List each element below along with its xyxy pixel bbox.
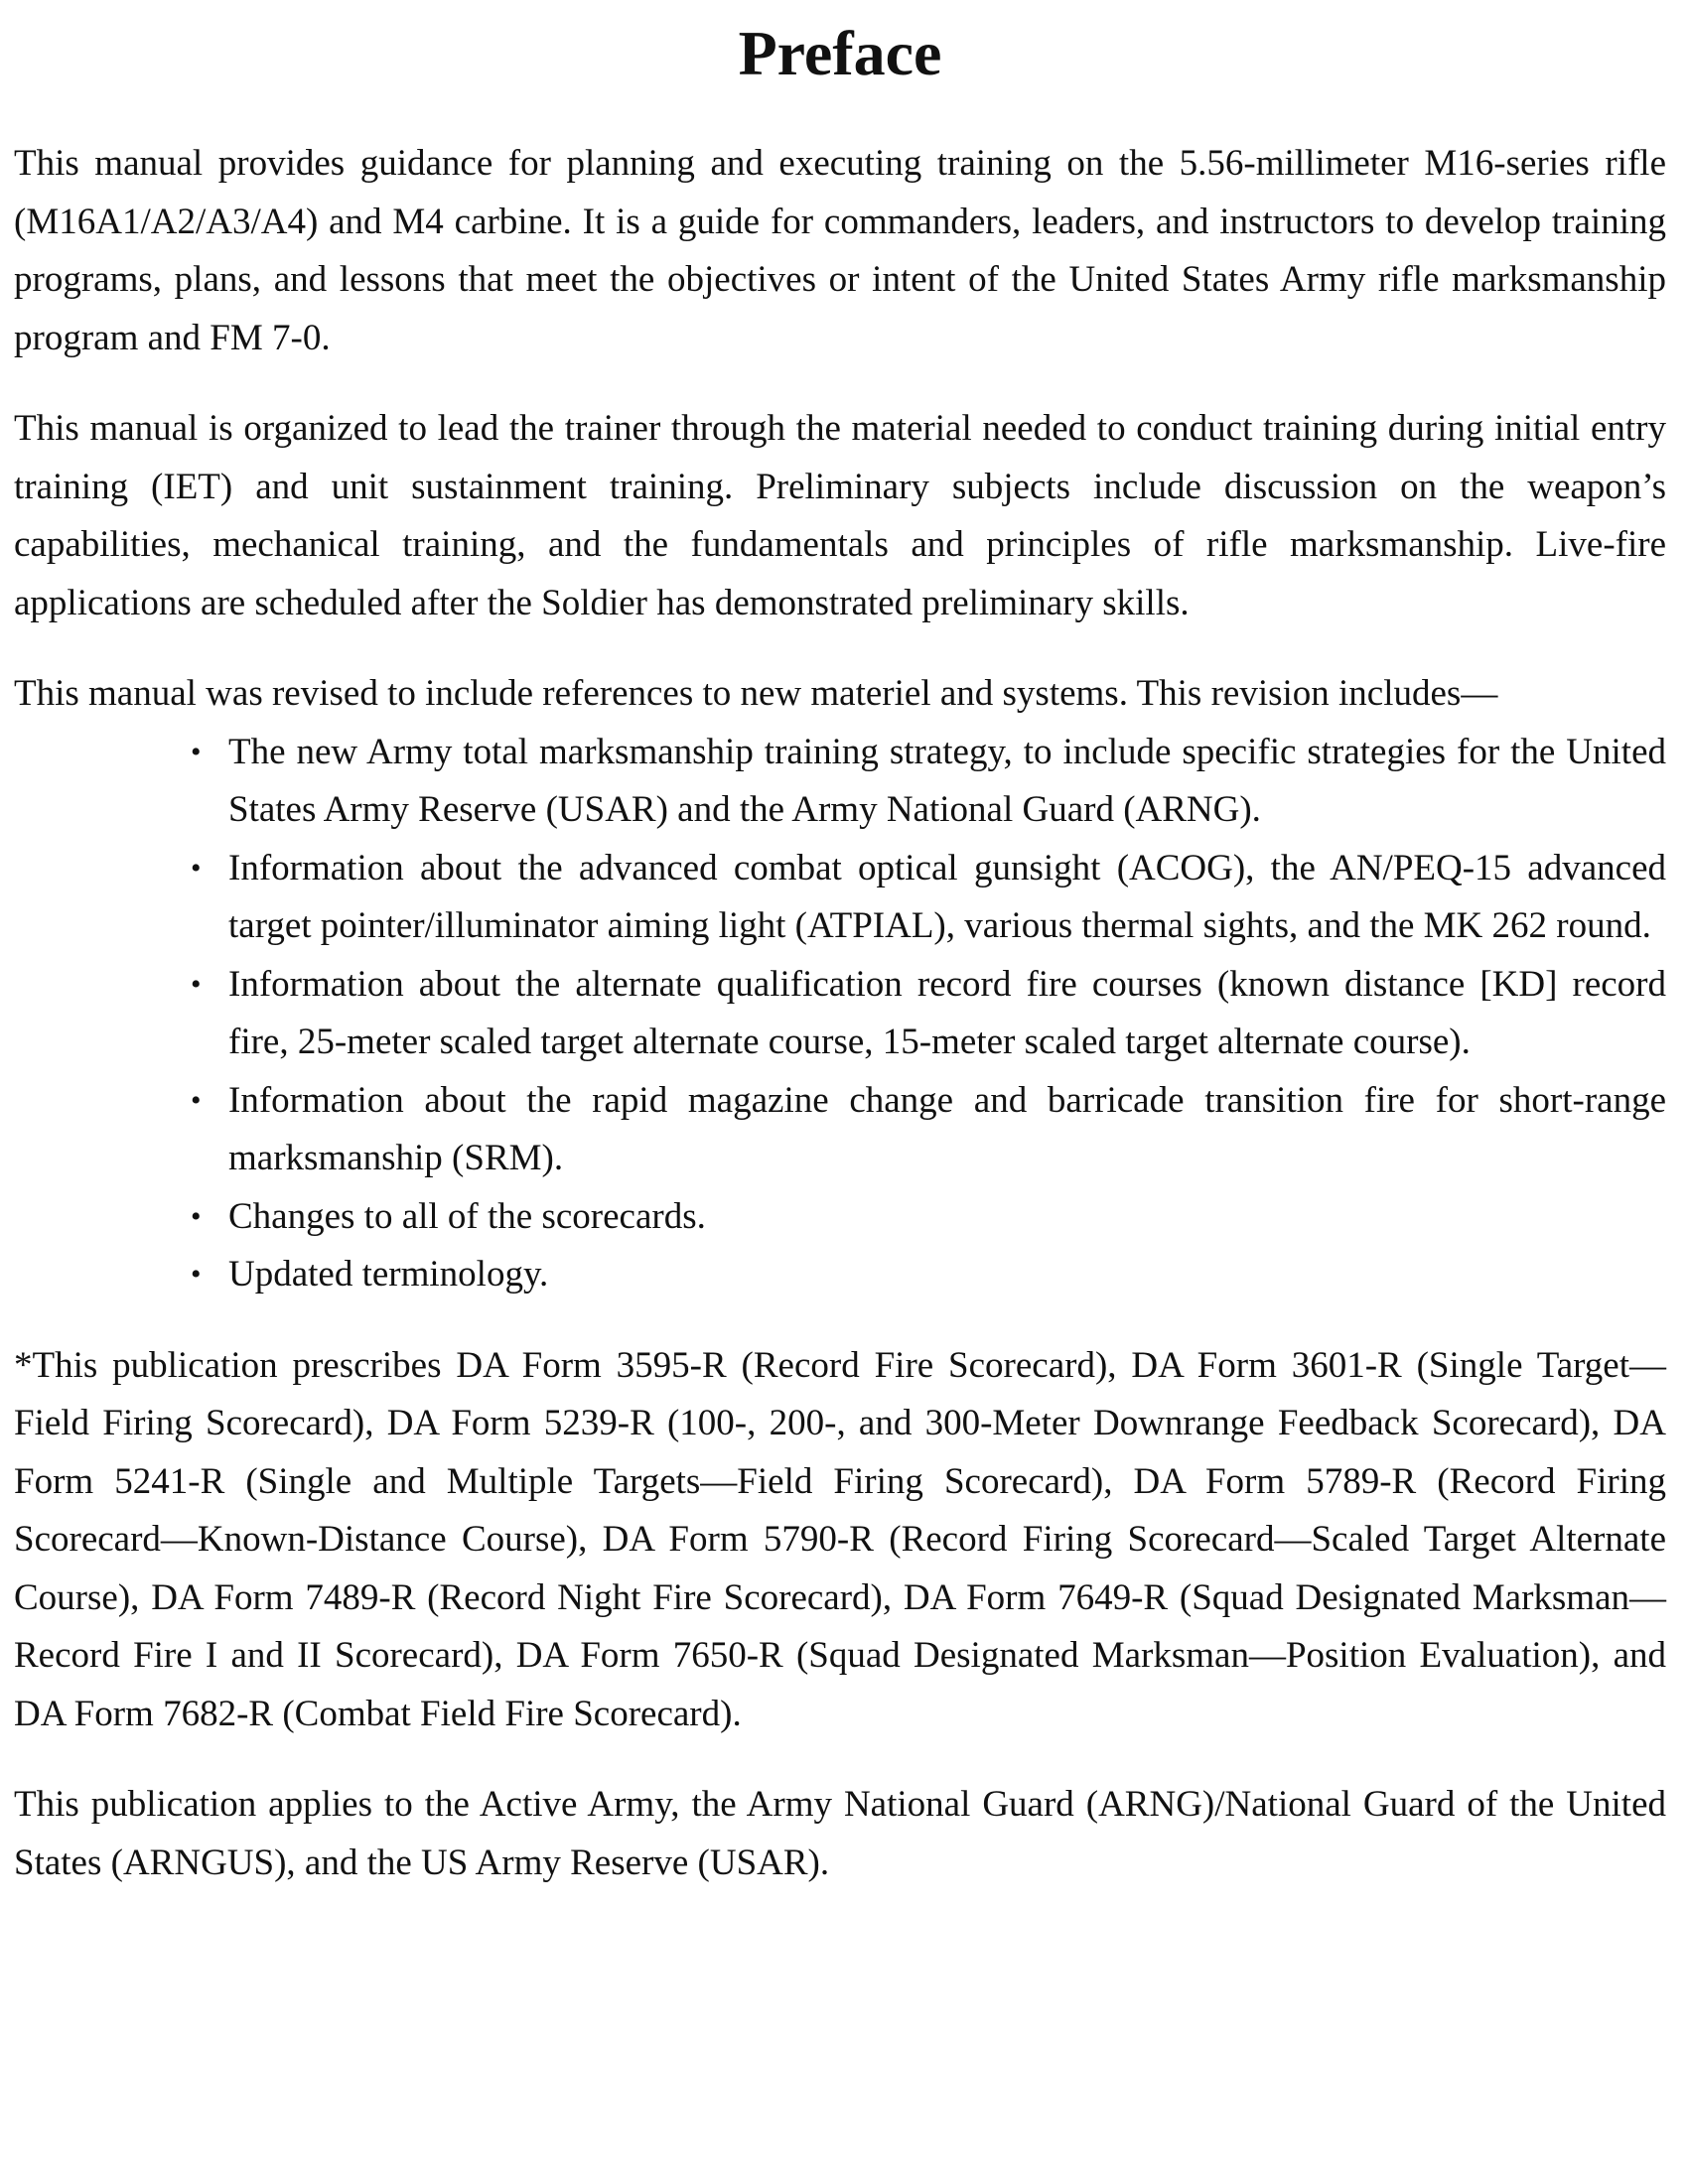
- intro-paragraph: This manual provides guidance for planning and executing training on the 5.56-millimeter M16-series rifle (M16A1/A2/A3/A4) and M4 carbine. It is a guide for commanders, leaders, and instructors to develop training programs, plans, and lessons that meet the objectives or intent of the United States Army rifle marksmanship program and FM 7-0.: [14, 143, 1666, 358]
- bullet-icon: •: [191, 1258, 202, 1291]
- page-title: Preface: [738, 18, 942, 88]
- list-item: [191, 724, 1666, 840]
- list-item: [191, 840, 1666, 956]
- list-item-text: Updated terminology.: [228, 1254, 549, 1295]
- bullet-icon: •: [191, 967, 202, 1001]
- revision-list: [14, 724, 1666, 1304]
- list-item: [191, 956, 1666, 1072]
- revision-paragraph: This manual was revised to include references to new materiel and systems. This revision includes—: [14, 673, 1498, 714]
- list-item: [191, 1246, 1666, 1304]
- list-item: [191, 1072, 1666, 1188]
- list-item-text: Information about the advanced combat optical gunsight (ACOG), the AN/PEQ-15 advanced target pointer/illuminator aiming light (ATPIAL), various thermal sights, and the MK 262 round.: [228, 847, 1666, 946]
- bullet-icon: •: [191, 851, 202, 885]
- list-item-text: Changes to all of the scorecards.: [228, 1195, 706, 1237]
- bullet-icon: •: [191, 1199, 202, 1233]
- organization-paragraph: This manual is organized to lead the trainer through the material needed to conduct training during initial entry training (IET) and unit sustainment training. Preliminary subjects include discussion on the weapon’s capabilities, mechanical training, and the fundamentals and principles of rifle marksmanship. Live-fire applications are scheduled after the Soldier has demonstrated preliminary skills.: [14, 408, 1666, 623]
- bullet-icon: •: [191, 1083, 202, 1117]
- list-item-text: Information about the alternate qualification record fire courses (known distance [KD] record fire, 25-meter scaled target alternate course, 15-meter scaled target alternate course).: [228, 963, 1666, 1062]
- list-item-text: Information about the rapid magazine change and barricade transition fire for short-range marksmanship (SRM).: [228, 1079, 1666, 1178]
- bullet-icon: •: [191, 735, 202, 768]
- prescribes-paragraph: *This publication prescribes DA Form 3595-R (Record Fire Scorecard), DA Form 3601-R (Single Target—Field Firing Scorecard), DA Form 5239-R (100-, 200-, and 300-Meter Downrange Feedback Scorecard), DA Form 5241-R (Single and Multiple Targets—Field Firing Scorecard), DA Form 5789-R (Record Firing Scorecard—Known-Distance Course), DA Form 5790-R (Record Firing Scorecard—Scaled Target Alternate Course), DA Form 7489-R (Record Night Fire Scorecard), DA Form 7649-R (Squad Designated Marksman—Record Fire I and II Scorecard), DA Form 7650-R (Squad Designated Marksman—Position Evaluation), and DA Form 7682-R (Combat Field Fire Scorecard).: [14, 1344, 1666, 1734]
- list-item-text: The new Army total marksmanship training strategy, to include specific strategies for the United States Army Reserve (USAR) and the Army National Guard (ARNG).: [228, 731, 1666, 830]
- list-item: [191, 1188, 1666, 1247]
- applies-paragraph: This publication applies to the Active Army, the Army National Guard (ARNG)/National Guard of the United States (ARNGUS), and the US Army Reserve (USAR).: [14, 1784, 1666, 1883]
